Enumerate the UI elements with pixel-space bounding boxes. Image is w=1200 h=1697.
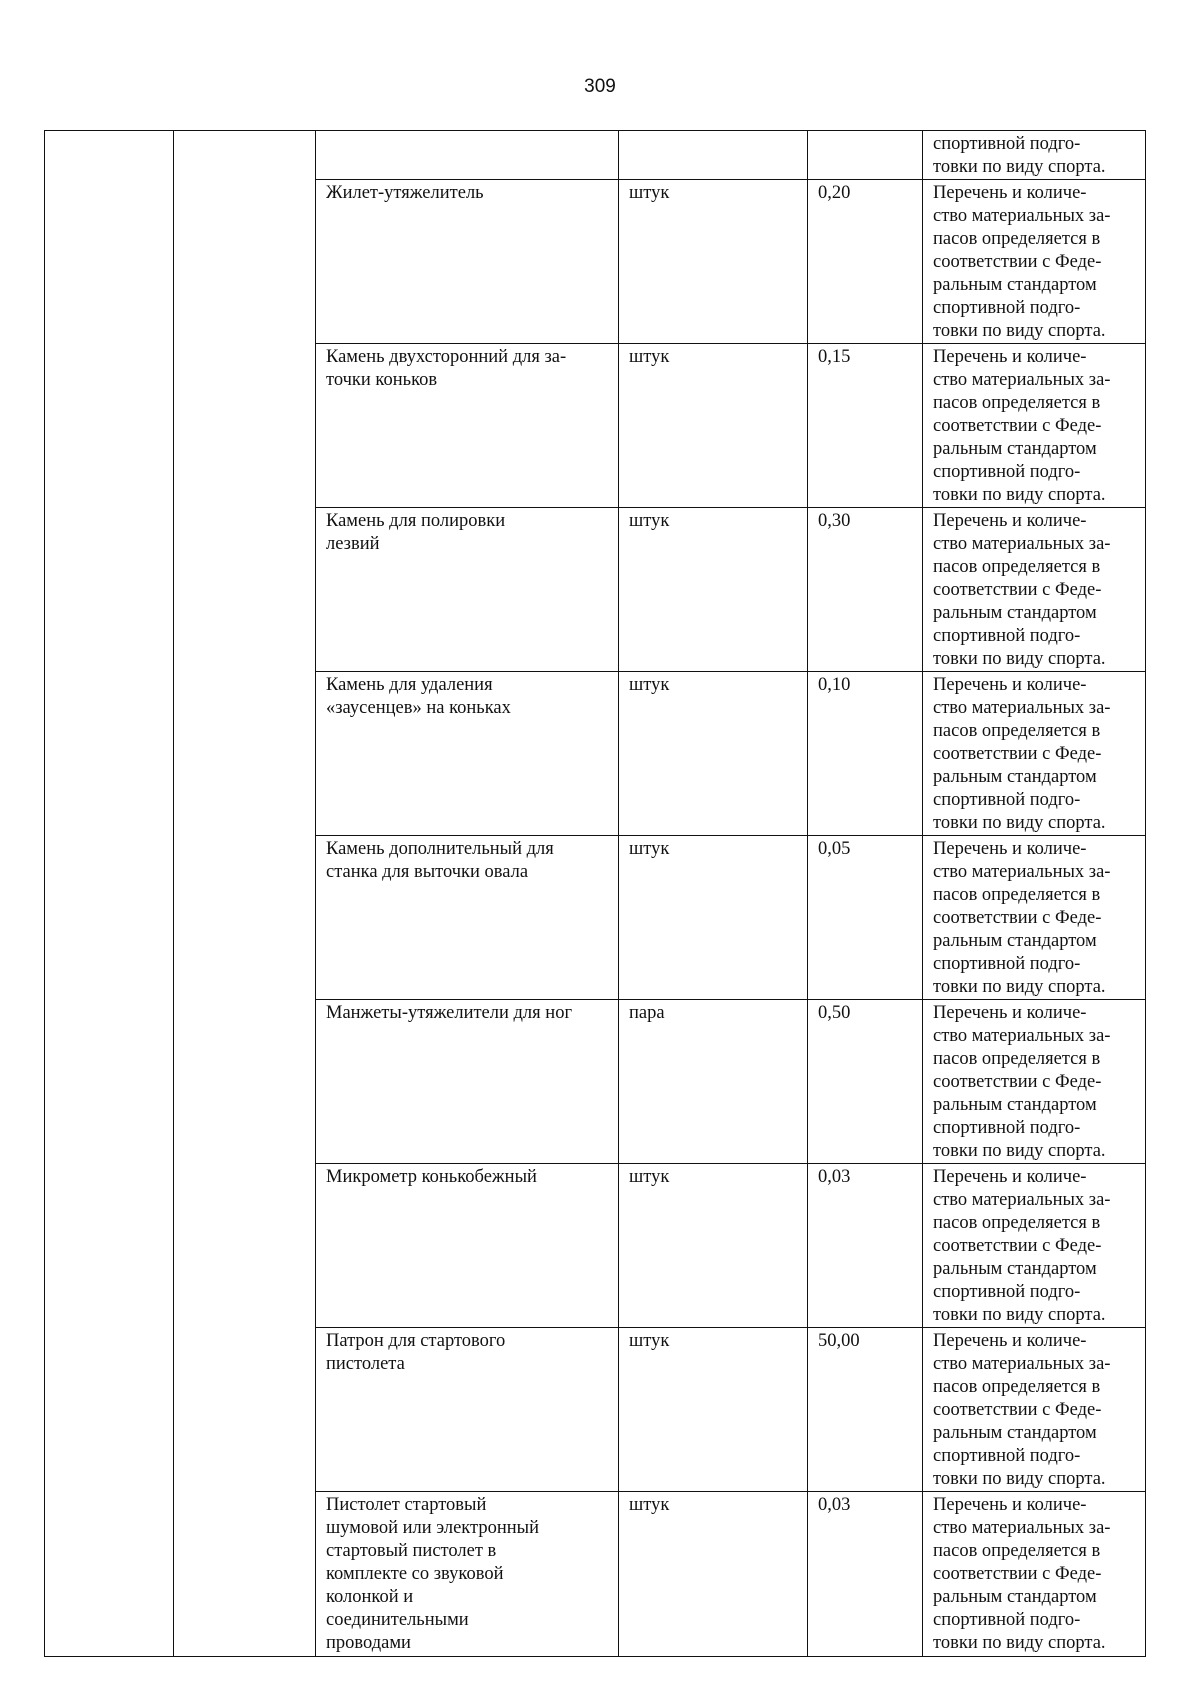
- cell-note: Перечень и количе- ство материальных за- пасов определяется в соответствии с Феде- ральным стандартом спортивной подго- товки по виду спорта.: [923, 672, 1146, 836]
- cell-qty: 0,15: [808, 344, 923, 508]
- page-number: 309: [584, 76, 616, 97]
- cell-qty: 0,50: [808, 1000, 923, 1164]
- cell-name: Пистолет стартовый шумовой или электронный стартовый пистолет в комплекте со звуковой колонкой и соединительными проводами: [316, 1492, 619, 1657]
- cell-name: Камень двухсторонний для за- точки коньков: [316, 344, 619, 508]
- cell-note: Перечень и количе- ство материальных за- пасов определяется в соответствии с Феде- ральным стандартом спортивной подго- товки по виду спорта.: [923, 1164, 1146, 1328]
- cell-qty: 0,03: [808, 1492, 923, 1657]
- merged-cell-col1: [45, 131, 174, 1657]
- cell-name: Микрометр конькобежный: [316, 1164, 619, 1328]
- cell-unit: штук: [619, 836, 808, 1000]
- cell-note: Перечень и количе- ство материальных за- пасов определяется в соответствии с Феде- ральным стандартом спортивной подго- товки по виду спорта.: [923, 508, 1146, 672]
- cell-unit: штук: [619, 1164, 808, 1328]
- cell-qty: 0,20: [808, 180, 923, 344]
- cell-name: Патрон для стартового пистолета: [316, 1328, 619, 1492]
- cell-unit: штук: [619, 508, 808, 672]
- cell-note: Перечень и количе- ство материальных за- пасов определяется в соответствии с Феде- ральным стандартом спортивной подго- товки по виду спорта.: [923, 1328, 1146, 1492]
- cell-note: спортивной подго- товки по виду спорта.: [923, 131, 1146, 180]
- cell-qty: 50,00: [808, 1328, 923, 1492]
- table-row: [45, 131, 1146, 180]
- cell-note: Перечень и количе- ство материальных за- пасов определяется в соответствии с Феде- ральным стандартом спортивной подго- товки по виду спорта.: [923, 1000, 1146, 1164]
- cell-unit: штук: [619, 1492, 808, 1657]
- merged-cell-col2: [174, 131, 316, 1657]
- cell-name: Жилет-утяжелитель: [316, 180, 619, 344]
- cell-unit: штук: [619, 672, 808, 836]
- cell-unit: штук: [619, 344, 808, 508]
- cell-name: [316, 131, 619, 180]
- cell-qty: 0,03: [808, 1164, 923, 1328]
- cell-qty: [808, 131, 923, 180]
- cell-qty: 0,05: [808, 836, 923, 1000]
- cell-qty: 0,10: [808, 672, 923, 836]
- cell-unit: штук: [619, 1328, 808, 1492]
- cell-note: Перечень и количе- ство материальных за- пасов определяется в соответствии с Феде- ральным стандартом спортивной подго- товки по виду спорта.: [923, 1492, 1146, 1657]
- cell-name: Камень для удаления «заусенцев» на коньках: [316, 672, 619, 836]
- cell-name: Манжеты-утяжелители для ног: [316, 1000, 619, 1164]
- cell-unit: [619, 131, 808, 180]
- cell-note: Перечень и количе- ство материальных за- пасов определяется в соответствии с Феде- ральным стандартом спортивной подго- товки по виду спорта.: [923, 836, 1146, 1000]
- cell-unit: штук: [619, 180, 808, 344]
- cell-unit: пара: [619, 1000, 808, 1164]
- cell-note: Перечень и количе- ство материальных за- пасов определяется в соответствии с Феде- ральным стандартом спортивной подго- товки по виду спорта.: [923, 180, 1146, 344]
- cell-note: Перечень и количе- ство материальных за- пасов определяется в соответствии с Феде- ральным стандартом спортивной подго- товки по виду спорта.: [923, 344, 1146, 508]
- equipment-table: [44, 130, 1146, 1657]
- cell-name: Камень дополнительный для станка для выточки овала: [316, 836, 619, 1000]
- table-body: [45, 131, 1146, 1657]
- cell-qty: 0,30: [808, 508, 923, 672]
- cell-name: Камень для полировки лезвий: [316, 508, 619, 672]
